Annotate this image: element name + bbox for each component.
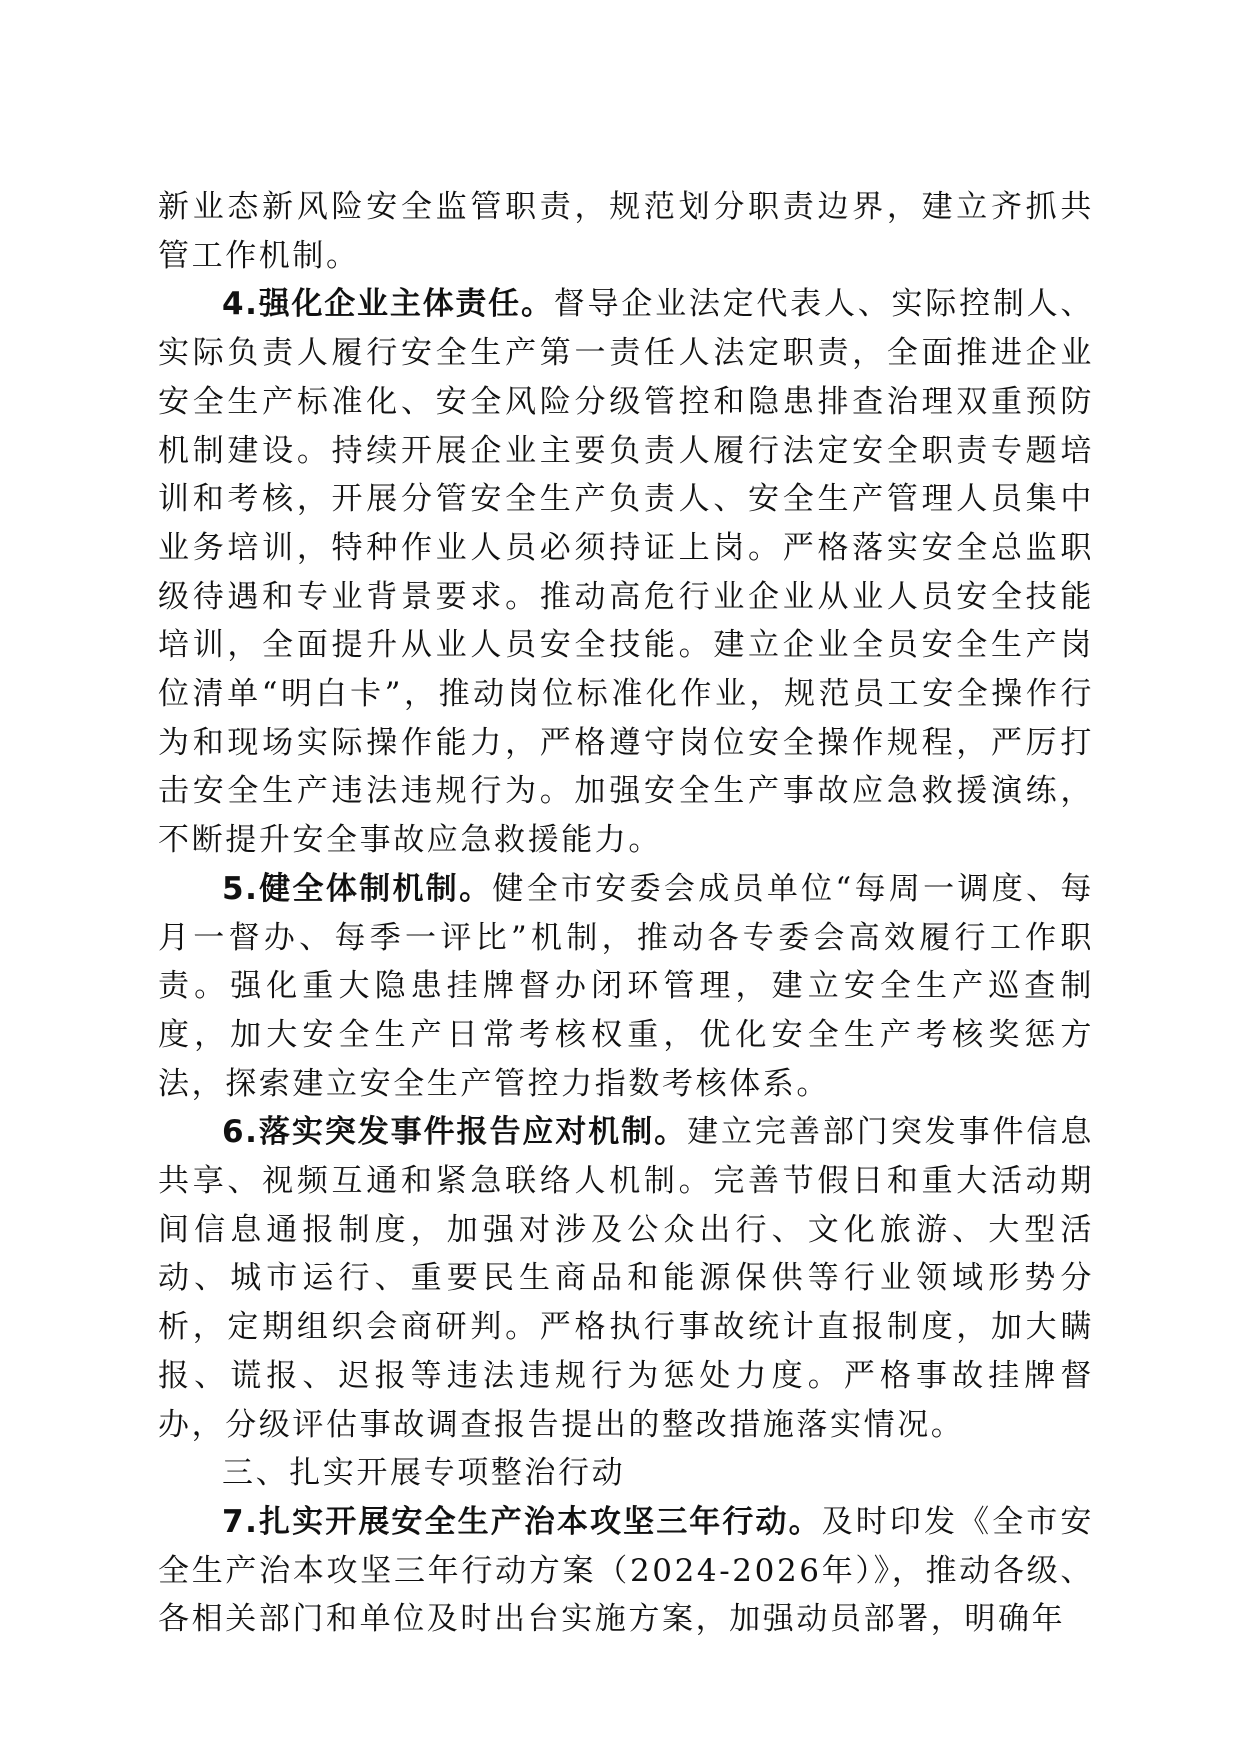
paragraph-item-4 (158, 280, 1094, 864)
item-heading: 7.扎实开展安全生产治本攻坚三年行动。 (222, 1503, 822, 1540)
item-heading: 4.强化企业主体责任。 (222, 286, 554, 323)
section-heading (158, 1449, 1094, 1498)
paragraph-item-7 (158, 1498, 1094, 1644)
document-body (158, 183, 1094, 1644)
paragraph-item-6 (158, 1108, 1094, 1449)
paragraph-item-5 (158, 865, 1094, 1109)
paragraph-text: 及时印发《全市安全生产治本攻坚三年行动方案（2024-2026年）》，推动各级、各相关部门和单位及时出台实施方案，加强动员部署，明确年 (158, 1503, 1094, 1638)
item-heading: 6.落实突发事件报告应对机制。 (222, 1114, 688, 1151)
section-heading-text: 三、扎实开展专项整治行动 (222, 1455, 626, 1492)
paragraph-text: 督导企业法定代表人、实际控制人、实际负责人履行安全生产第一责任人法定职责，全面推进企业安全生产标准化、安全风险分级管控和隐患排查治理双重预防机制建设。持续开展企业主要负责人履行法定安全职责专题培训和考核，开展分管安全生产负责人、安全生产管理人员集中业务培训，特种作业人员必须持证上岗。严格落实安全总监职级待遇和专业背景要求。推动高危行业企业从业人员安全技能培训，全面提升从业人员安全技能。建立企业全员安全生产岗位清单“明白卡”，推动岗位标准化作业，规范员工安全操作行为和现场实际操作能力，严格遵守岗位安全操作规程，严厉打击安全生产违法违规行为。加强安全生产事故应急救援演练，不断提升安全事故应急救援能力。 (158, 286, 1094, 859)
paragraph-text: 健全市安委会成员单位“每周一调度、每月一督办、每季一评比”机制，推动各专委会高效履行工作职责。强化重大隐患挂牌督办闭环管理，建立安全生产巡查制度，加大安全生产日常考核权重，优化安全生产考核奖惩方法，探索建立安全生产管控力指数考核体系。 (158, 870, 1095, 1102)
paragraph-text: 新业态新风险安全监管职责，规范划分职责边界，建立齐抓共管工作机制。 (158, 189, 1094, 274)
item-heading: 5.健全体制机制。 (222, 870, 493, 907)
paragraph-text: 建立完善部门突发事件信息共享、视频互通和紧急联络人机制。完善节假日和重大活动期间信息通报制度，加强对涉及公众出行、文化旅游、大型活动、城市运行、重要民生商品和能源保供等行业领域形势分析，定期组织会商研判。严格执行事故统计直报制度，加大瞒报、谎报、迟报等违法违规行为惩处力度。严格事故挂牌督办，分级评估事故调查报告提出的整改措施落实情况。 (158, 1114, 1094, 1443)
paragraph-continuation (158, 183, 1094, 280)
